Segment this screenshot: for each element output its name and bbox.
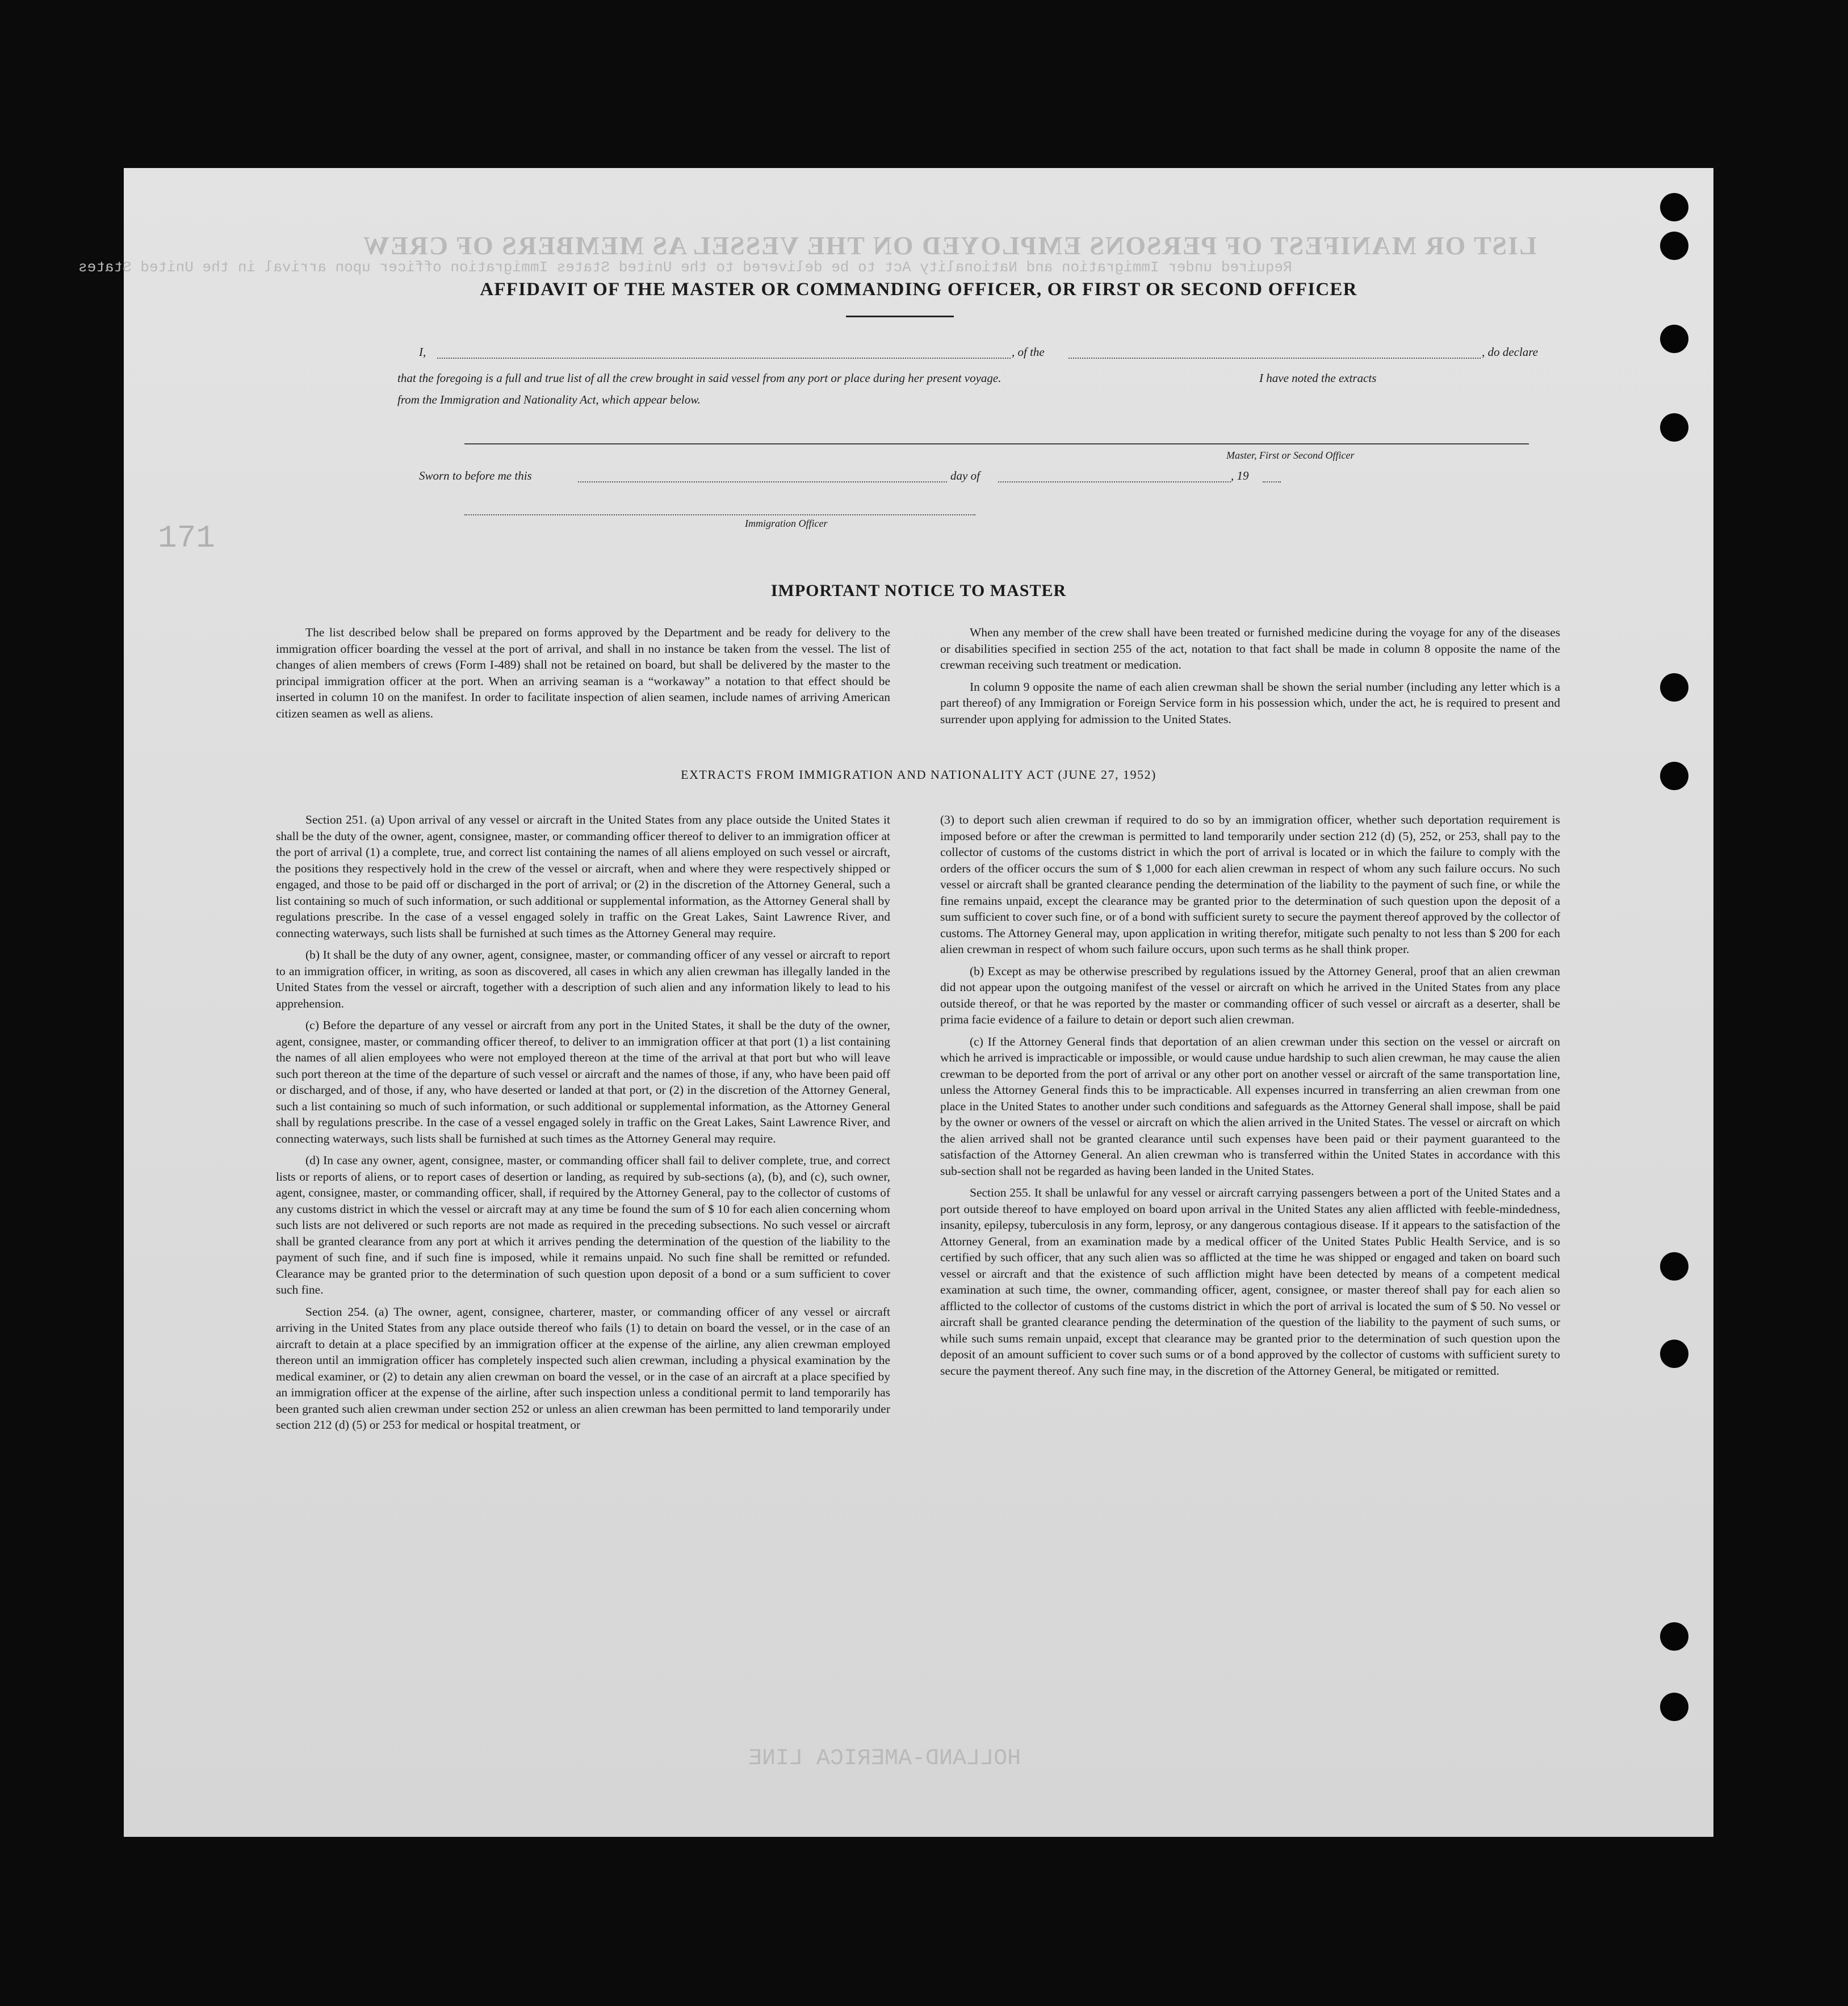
i-label: I, bbox=[419, 345, 426, 359]
title-divider bbox=[846, 316, 954, 317]
notice-right-paragraph-2: In column 9 opposite the name of each alien crewman shall be shown the serial number (including any letter which is a part thereof) of any Immigration or Foreign Service form in his possession which, under the act, he is required to present and surrender upon applying for admission to the United States. bbox=[940, 679, 1560, 726]
section-255: Section 255. It shall be unlawful for any vessel or aircraft carrying passengers between a port of the United States and a port outside thereof to have employed on board upon arrival in the United States any alien afflicted with feeble-mindedness, insanity, epilepsy, tuberculosis in any form, leprosy, or any dangerous contagious disease. If it appears to the satisfaction of the Attorney General, from an examination made by a medical officer of the United States Public Health Service, and is so certified by such officer, that any such alien was so afflicted at the time he was shipped or engaged and taken on board such vessel or aircraft and that the existence of such affliction might have been detected by means of a competent medical examination at such time, the owner, commanding officer, agent, consignee, or master thereof shall pay for each alien so afflicted to the collector of customs of the customs district in which the port of arrival is located the sum of $ 50. No vessel or aircraft shall be granted clearance pending the determination of the question of the liability to the payment of such sums, or while such sums remain unpaid, except that clearance may be granted prior to the determination of such question upon the deposit of an amount sufficient to cover such sums or of a bond approved by the collector of customs with sufficient surety to secure the payment thereof. Any such fine may, in the discretion of the Attorney General, be mitigated or remitted. bbox=[940, 1186, 1560, 1378]
sworn-label: Sworn to before me this bbox=[419, 469, 532, 482]
officer-signature-line[interactable] bbox=[464, 514, 975, 515]
vessel-name-field[interactable] bbox=[1068, 358, 1481, 359]
statement-line-1: that the foregoing is a full and true list of all the crew brought in said vessel from any port or place during her present voyage. bbox=[397, 371, 1001, 385]
bleed-through-page-mark: 171 bbox=[158, 520, 215, 556]
punch-hole bbox=[1660, 1252, 1688, 1281]
day-of-label: day of bbox=[950, 469, 980, 482]
punch-hole bbox=[1660, 325, 1688, 353]
notice-title: IMPORTANT NOTICE TO MASTER bbox=[770, 581, 1067, 600]
document-page bbox=[78, 168, 1713, 1837]
section-254-c: (c) If the Attorney General finds that deportation of an alien crewman under this section on the vessel or aircraft on which he arrived is impracticable or impossible, or would cause undue hardship to such alien crewman, he may cause the alien crewman to be deported from the port of arrival or any other port on another vessel or aircraft of the same transportation line, unless the Attorney General finds this to be impracticable. All expenses incurred in transferring an alien crewman from one place in the United States to another under such conditions and safeguards as the Attorney General shall impose, shall be paid by the owner or owners of the vessel or aircraft on which the alien arrived in the United States. The vessel or aircraft on which the alien arrived shall not be granted clearance until such expenses have been paid or their payment guaranteed to the satisfaction of the Attorney General. An alien crewman who is transferred within the United States in accordance with this sub-section shall not be regarded as having been landed in the United States. bbox=[940, 1034, 1560, 1178]
section-254-a-continued: (3) to deport such alien crewman if required to do so by an immigration officer, whether such deportation requirement is imposed before or after the crewman is permitted to land temporarily under section 212 (d) (5), 252, or 253, shall pay to the collector of customs of the customs district in which the port of arrival is located or in which the failure to comply with the orders of the officer occurs the sum of $ 1,000 for each alien crewman in respect of whom any such failure occurs. No such vessel or aircraft shall be granted clearance pending the determination of the liability to the payment of such fine, or while the fine remains unpaid, except the clearance may be granted prior to the determination of such question upon the deposit of a sum sufficient to cover such fine, or of a bond with sufficient surety to secure the payment thereof approved by the collector of customs. The Attorney General may, upon application in writing therefor, mitigate such penalty to not less than $ 200 for each alien crewman in respect of whom such failure occurs, upon such terms as he shall think proper. bbox=[940, 813, 1560, 956]
extracts-left-column bbox=[276, 812, 890, 1439]
bleed-through-footer: HOLLAND-AMERICA LINE bbox=[748, 1746, 1021, 1772]
section-254-a: Section 254. (a) The owner, agent, consignee, charterer, master, or commanding officer of any vessel or aircraft arriving in the United States from any place outside thereof who fails (1) to detain on board the vessel, or in the case of an aircraft to detain at a place specified by an immigration officer at the expense of the airline, any alien crewman employed thereon until an immigration officer has completely inspected such alien crewman, including a physical examination by the medical examiner, or (2) to detain any alien crewman on board the vessel, or in the case of an aircraft at a place specified by an immigration officer at the expense of the airline, after such inspection unless a conditional permit to land temporarily has been granted such alien crewman under section 252 or unless an alien crewman has been permitted to land temporarily under section 212 (d) (5) or 253 for medical or hospital treatment, or bbox=[276, 1304, 890, 1432]
bleed-through-subheader: Required under Immigration and Nationality Act to be delivered to the United States Immigration officer upon arrival in the United States bbox=[78, 259, 1292, 276]
statement-line-1b: I have noted the extracts bbox=[1259, 371, 1377, 385]
of-the-label: , of the bbox=[1012, 345, 1045, 359]
master-caption: Master, First or Second Officer bbox=[1226, 450, 1355, 461]
punch-hole bbox=[1660, 762, 1688, 790]
affidavit-title: AFFIDAVIT OF THE MASTER OR COMMANDING OFFICER, OR FIRST OR SECOND OFFICER bbox=[480, 279, 1357, 300]
section-251-c: (c) Before the departure of any vessel or aircraft from any port in the United States, it shall be the duty of the owner, agent, consignee, master, or commanding officer thereof, to deliver to an immigration officer at that port (1) a list containing the names of all alien employees who were not employed thereon at the time of the arrival at that port but who will leave such port thereon at the time of the departure of such vessel or aircraft and the names of those, if any, who have been paid off or discharged, and of those, if any, who have deserted or landed at that port, or (2) in the discretion of the Attorney General, such a list containing so much of such information, or such additional or supplemental information, as the Attorney General shall by regulations prescribe. In the case of a vessel engaged solely in traffic on the Great Lakes, Saint Lawrence River, and connecting waterways, such lists shall be furnished at such times as the Attorney General may require. bbox=[276, 1018, 890, 1145]
punch-hole bbox=[1660, 1622, 1688, 1651]
sworn-date-field[interactable] bbox=[578, 481, 947, 482]
section-254-b: (b) Except as may be otherwise prescribed by regulations issued by the Attorney General, proof that an alien crewman did not appear upon the outgoing manifest of the vessel or aircraft on which he arrived in the United States from any place outside thereof, or that he was reported by the master or commanding officer of such vessel or aircraft as a deserter, shall be prima facie evidence of a failure to detain or deport such alien crewman. bbox=[940, 964, 1560, 1026]
punch-hole bbox=[1660, 1340, 1688, 1368]
section-251-b: (b) It shall be the duty of any owner, agent, consignee, master, or commanding officer of any vessel or aircraft to report to an immigration officer, in writing, as soon as discovered, all cases in which any alien crewman has illegally landed in the United States from the vessel or aircraft, together with a description of such alien and any information likely to lead to his apprehension. bbox=[276, 948, 890, 1010]
statement-line-2: from the Immigration and Nationality Act, which appear below. bbox=[397, 393, 701, 406]
notice-left-column bbox=[276, 624, 890, 727]
extracts-right-column bbox=[940, 812, 1560, 1384]
master-signature-line[interactable] bbox=[464, 443, 1529, 444]
notice-right-column bbox=[940, 624, 1560, 733]
officer-caption: Immigration Officer bbox=[745, 518, 828, 529]
section-251-d: (d) In case any owner, agent, consignee, master, or commanding officer shall fail to deliver complete, true, and correct lists or reports of aliens, or to report cases of desertion or landing, as required by sub-sections (a), (b), and (c), such owner, agent, consignee, master, or commanding officer, shall, if required by the Attorney General, pay to the collector of customs of any customs district in which the vessel or aircraft may at any time be found the sum of $ 10 for each alien concerning whom such lists are not delivered or such reports are not made as required in the preceding subsections. No such vessel or aircraft shall be granted clearance from any port at which it arrives pending the determination of the question of the liability to the payment of such fine, and if such fine is imposed, while it remains unpaid. No such fine shall be remitted or refunded. Clearance may be granted prior to the determination of such question upon deposit of a bond or a sum sufficient to cover such fine. bbox=[276, 1153, 890, 1296]
sworn-year-field[interactable] bbox=[1263, 481, 1281, 482]
notice-left-paragraph: The list described below shall be prepared on forms approved by the Department and be ready for delivery to the immigration officer boarding the vessel at the port of arrival, and shall in no instance be taken from the vessel. The list of changes of alien members of crews (Form I-489) shall not be retained on board, but shall be delivered by the master to the principal immigration officer at the port. When an arriving seaman is a “workaway” a notation to that effect should be inserted in column 10 on the manifest. In order to facilitate inspection of alien seamen, include names of arriving American citizen seamen as well as aliens. bbox=[276, 626, 890, 720]
punch-hole bbox=[1660, 673, 1688, 702]
punch-hole bbox=[1660, 193, 1688, 221]
extracts-title: EXTRACTS FROM IMMIGRATION AND NATIONALITY ACT (JUNE 27, 1952) bbox=[681, 767, 1156, 782]
sworn-month-field[interactable] bbox=[998, 481, 1231, 482]
do-declare-label: , do declare bbox=[1482, 345, 1538, 359]
bleed-through-header: LIST OR MANIFEST OF PERSONS EMPLOYED ON THE VESSEL AS MEMBERS OF CREW bbox=[362, 231, 1537, 260]
year-label: , 19 bbox=[1231, 469, 1249, 482]
punch-hole bbox=[1660, 232, 1688, 260]
master-name-field[interactable] bbox=[437, 358, 1011, 359]
punch-hole bbox=[1660, 413, 1688, 442]
punch-hole bbox=[1660, 1693, 1688, 1721]
notice-right-paragraph-1: When any member of the crew shall have been treated or furnished medicine during the voyage for any of the diseases or disabilities specified in section 255 of the act, notation to that fact shall be made in column 8 opposite the name of the crewman receiving such treatment or medication. bbox=[940, 626, 1560, 672]
section-251-a: Section 251. (a) Upon arrival of any vessel or aircraft in the United States from any place outside the United States it shall be the duty of the owner, agent, consignee, master, or commanding officer thereof to deliver to an immigration officer at the port of arrival (1) a complete, true, and correct list containing the names of all aliens employed on such vessel or aircraft, the positions they respectively hold in the crew of the vessel or aircraft, when and where they were respectively shipped or engaged, and those to be paid off or discharged in the port of arrival; or (2) in the discretion of the Attorney General, such a list containing so much of such information, or such additional or supplemental information, as the Attorney General shall by regulations prescribe. In the case of a vessel engaged solely in traffic on the Great Lakes, Saint Lawrence River, and connecting waterways, such lists shall be furnished at such times as the Attorney General may require. bbox=[276, 813, 890, 940]
